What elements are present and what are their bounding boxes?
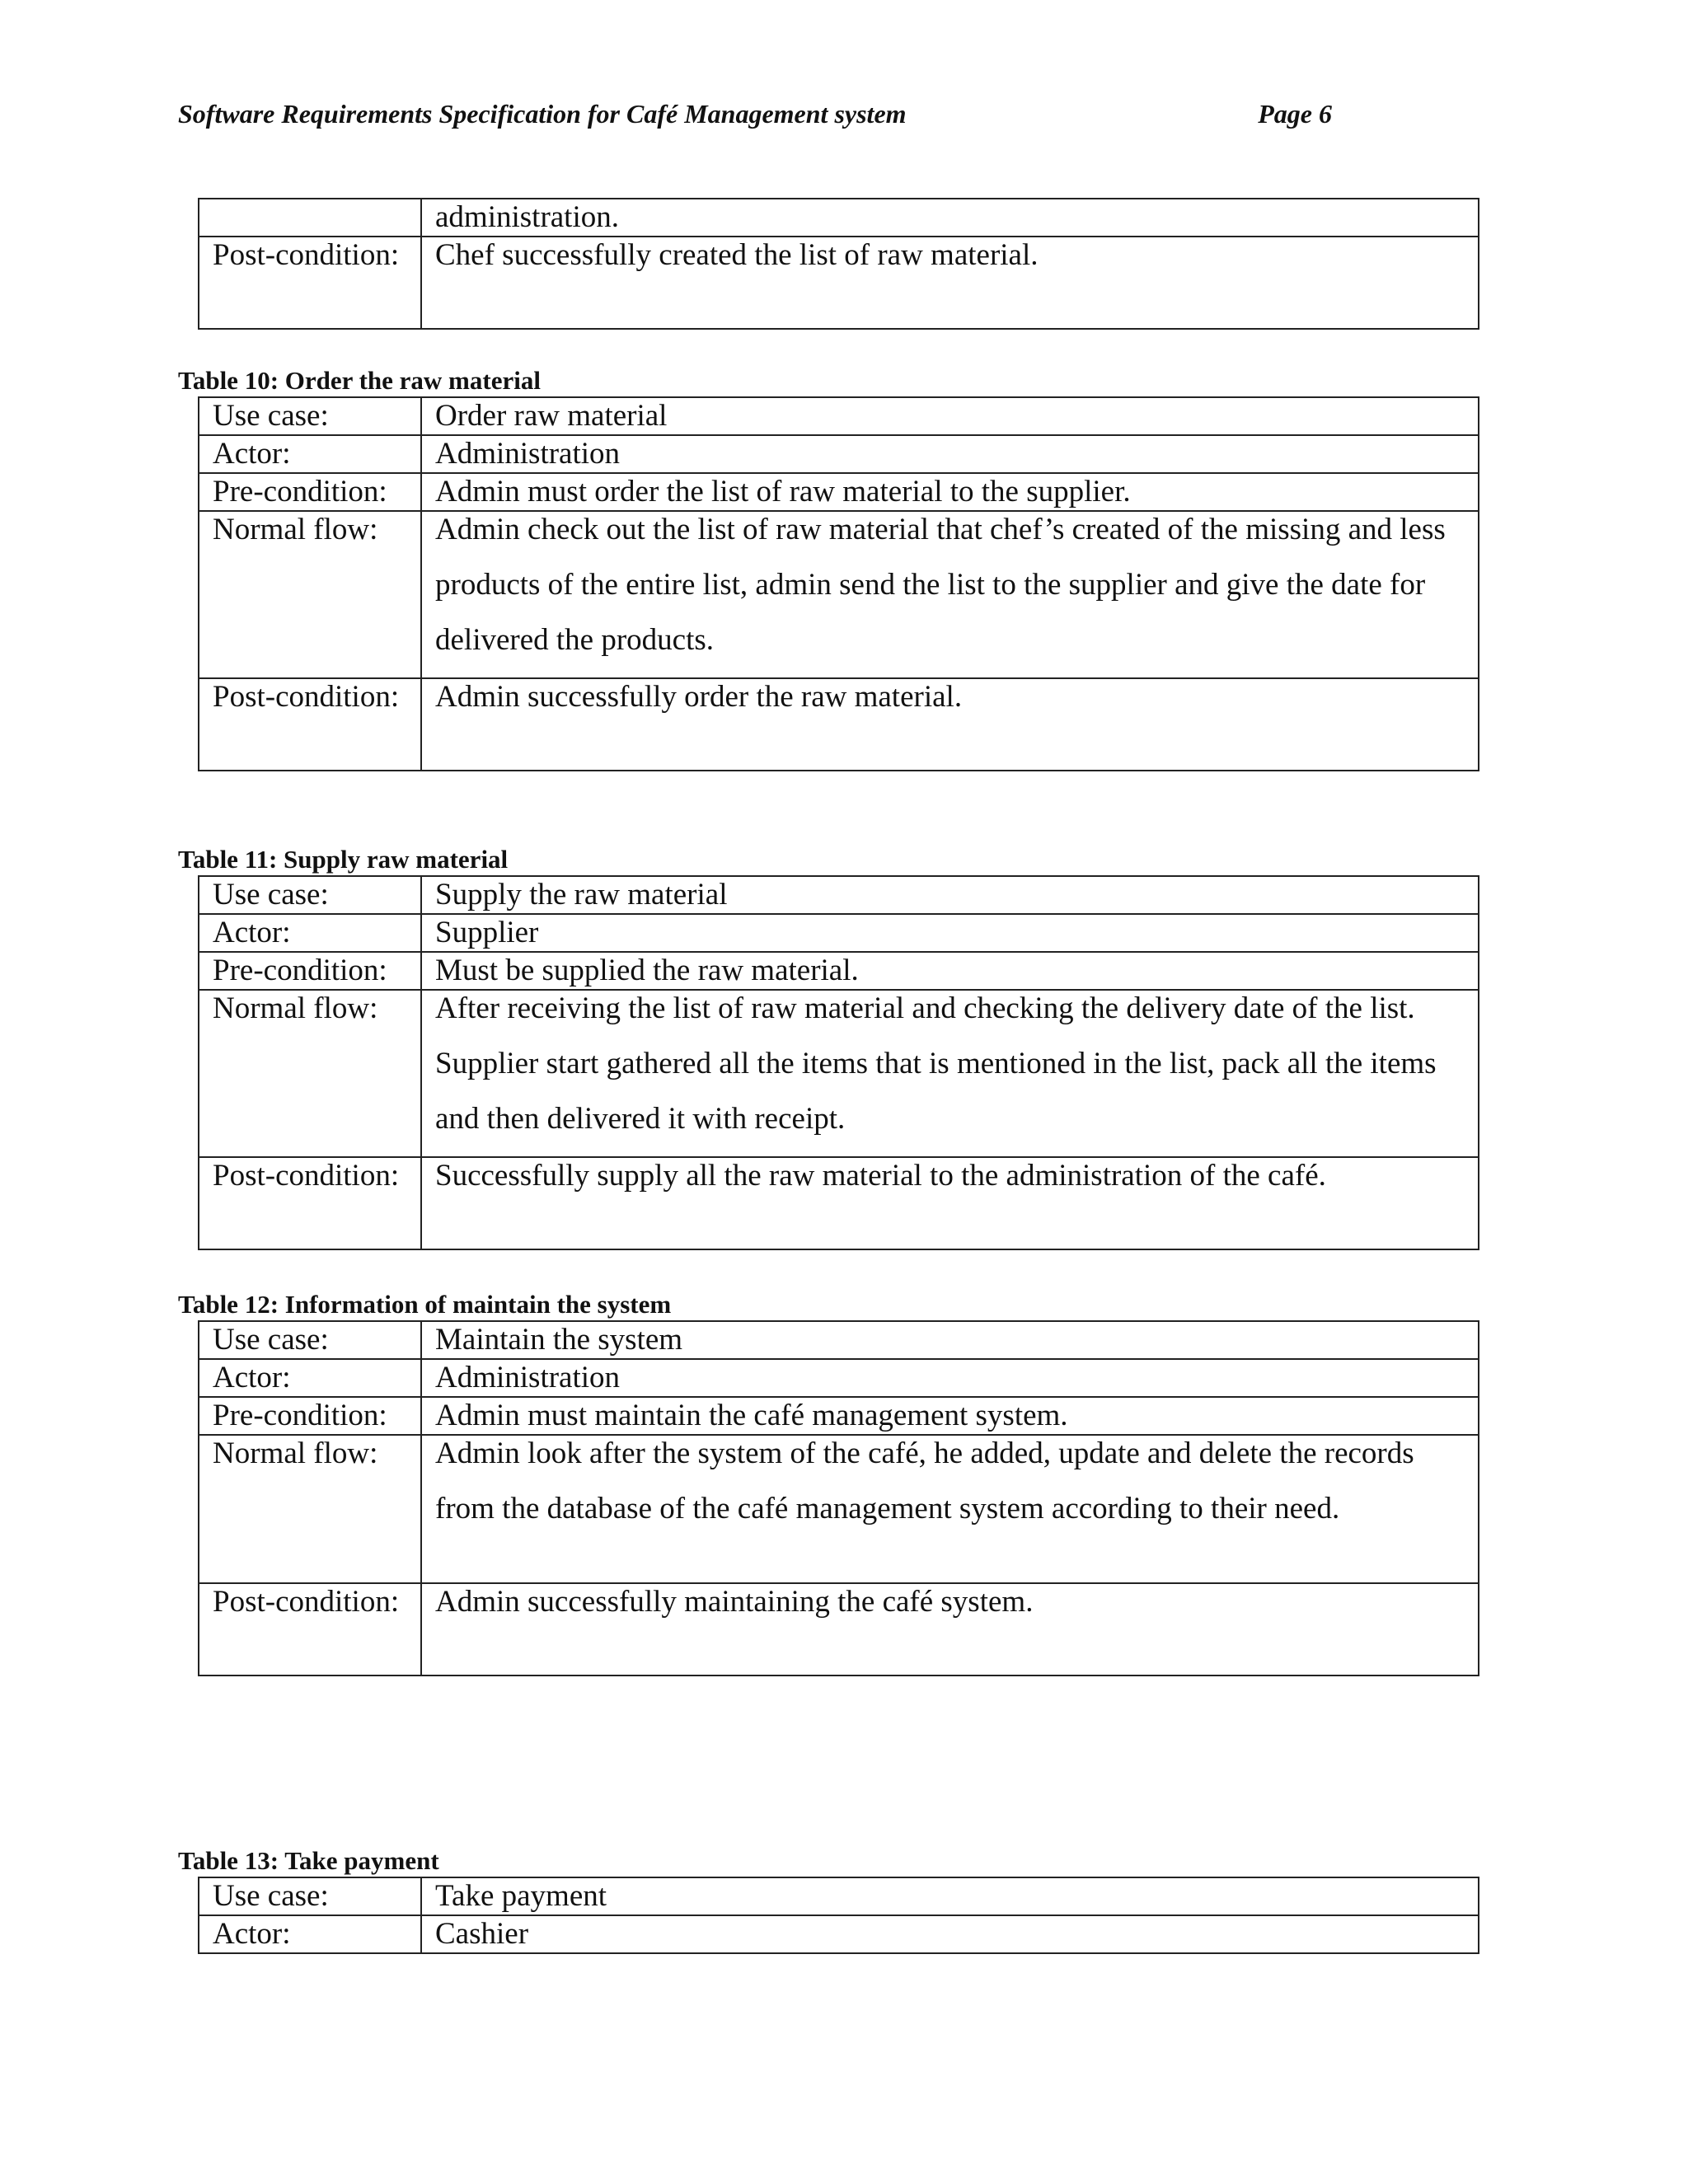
row-value: Admin successfully maintaining the café system.	[421, 1583, 1479, 1675]
row-value: Admin must maintain the café management system.	[421, 1397, 1479, 1435]
row-value: Administration	[421, 435, 1479, 473]
table-row	[199, 990, 1479, 1157]
table-row	[199, 397, 1479, 435]
document-title: Software Requirements Specification for Café Management system	[178, 99, 907, 129]
row-value: Successfully supply all the raw material to the administration of the café.	[421, 1157, 1479, 1249]
table-row	[199, 1157, 1479, 1249]
row-label: Normal flow:	[199, 1435, 421, 1583]
row-value: Maintain the system	[421, 1321, 1479, 1359]
table-row	[199, 1321, 1479, 1359]
row-label: Post-condition:	[199, 237, 421, 329]
use-case-table	[198, 396, 1479, 771]
row-label: Use case:	[199, 1321, 421, 1359]
row-value: After receiving the list of raw material and checking the delivery date of the list. Supplier start gathered all the items that is mentioned in the list, pack all the items and then delivered it with receipt.	[421, 990, 1479, 1157]
table-row	[199, 914, 1479, 952]
row-label: Use case:	[199, 876, 421, 914]
row-label: Post-condition:	[199, 678, 421, 771]
table-caption: Table 11: Supply raw material	[178, 845, 509, 874]
row-value: Administration	[421, 1359, 1479, 1397]
row-label: Actor:	[199, 1915, 421, 1953]
use-case-table	[198, 1320, 1479, 1676]
row-label: Actor:	[199, 1359, 421, 1397]
row-value: Admin check out the list of raw material that chef’s created of the missing and less products of the entire list, admin send the list to the supplier and give the date for delivered the products.	[421, 511, 1479, 678]
row-value: Supplier	[421, 914, 1479, 952]
use-case-table	[198, 1877, 1479, 1954]
page-header	[178, 99, 1510, 140]
row-label: Pre-condition:	[199, 473, 421, 511]
row-label: Normal flow:	[199, 511, 421, 678]
row-label: Actor:	[199, 914, 421, 952]
row-label: Use case:	[199, 397, 421, 435]
use-case-table	[198, 875, 1479, 1250]
table-row	[199, 511, 1479, 678]
table-row	[199, 1915, 1479, 1953]
row-value: Admin must order the list of raw material to the supplier.	[421, 473, 1479, 511]
table-row	[199, 1359, 1479, 1397]
table-row	[199, 1435, 1479, 1583]
row-value: administration.	[421, 199, 1479, 237]
row-label: Post-condition:	[199, 1157, 421, 1249]
row-label: Pre-condition:	[199, 952, 421, 990]
table-row	[199, 876, 1479, 914]
table-caption: Table 12: Information of maintain the system	[178, 1290, 672, 1319]
row-value: Chef successfully created the list of raw material.	[421, 237, 1479, 329]
continuation-table	[198, 198, 1479, 330]
row-value: Take payment	[421, 1877, 1479, 1915]
row-label: Post-condition:	[199, 1583, 421, 1675]
table-row	[199, 1583, 1479, 1675]
table-row	[199, 1877, 1479, 1915]
row-value: Admin successfully order the raw material.	[421, 678, 1479, 771]
row-value: Supply the raw material	[421, 876, 1479, 914]
row-value: Admin look after the system of the café, he added, update and delete the records from the database of the café management system according to their need.	[421, 1435, 1479, 1583]
table-caption: Table 10: Order the raw material	[178, 366, 541, 395]
table-row	[199, 237, 1479, 329]
table-row	[199, 678, 1479, 771]
row-value: Cashier	[421, 1915, 1479, 1953]
row-value: Must be supplied the raw material.	[421, 952, 1479, 990]
page-number: Page 6	[1258, 99, 1332, 129]
row-label: Use case:	[199, 1877, 421, 1915]
table-row	[199, 435, 1479, 473]
row-value: Order raw material	[421, 397, 1479, 435]
row-label: Actor:	[199, 435, 421, 473]
table-caption: Table 13: Take payment	[178, 1846, 439, 1875]
row-label: Normal flow:	[199, 990, 421, 1157]
row-label: Pre-condition:	[199, 1397, 421, 1435]
